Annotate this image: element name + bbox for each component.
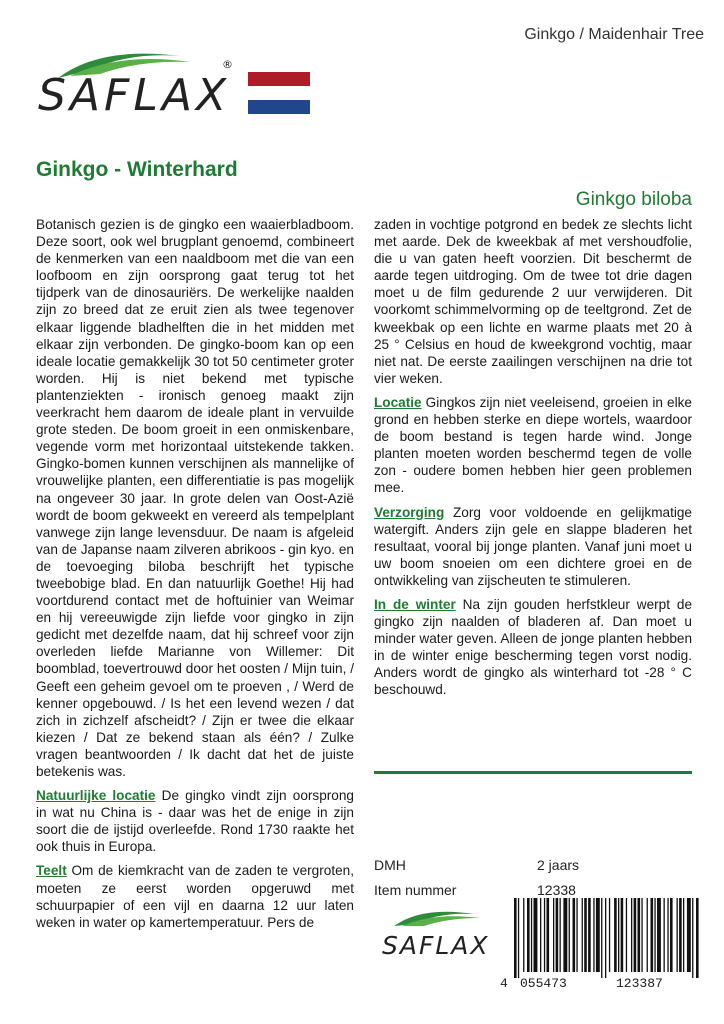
left-column [36,216,354,938]
barcode-bar [582,898,583,972]
barcode-bar [553,898,554,972]
barcode-bar [560,898,561,972]
barcode [502,898,702,994]
barcode-bar [573,898,576,972]
netherlands-flag-icon [248,72,310,114]
barcode-digit-first: 4 [500,976,508,991]
cultivation-continued: zaden in vochtige potgrond en bedek ze slechts licht met aarde. Dek de kweekbak af met vershoudfolie, die u van gaten heeft voorzien. Dit beschermt de aarde tegen uitdroging. Om de twee tot drie dagen moet u de film gedurende 2 uur verwijderen. Dit voorkomt schimmelvorming op de teeltgrond. Zet de kweekbak op een lichte en warme plaats met 20 à 25 ° Celsius en houd de kweekgrond vochtig, maar niet nat. De eerste zaailingen verschijnen na drie tot vier weken. [374,217,692,386]
barcode-bar [547,898,550,972]
barcode-bar [651,898,654,972]
intro-paragraph: Botanisch gezien is de gingko een waaierbladboom. Deze soort, ook wel brugplant genoemd, combineert de kenmerken van een naaldboom met die van een loofboom en zijn oorsprong gaat terug tot het tijdperk van de dinosauriërs. De werkelijke naalden zijn zo breed dat ze eruit zien als twee tegenover elkaar liggende bladhelften die in het midden met elkaar zijn verbonden. De gingko-boom kan op een ideale locatie gemakkelijk 30 tot 50 centimeter groter worden. Hij is niet bekend met typische plantenziekten - ironisch genoeg maakt zijn veerkracht hem daarom de ideale plant in vervuilde grote steden. De boom groeit in een onmiskenbare, vegende vorm met horizontaal uitstekende takken. Gingko-bomen kunnen verschijnen als mannelijke of vrouwelijke planten, een differentiatie is pas mogelijk na ongeveer 30 jaar. In grote delen van Oost-Azië wordt de boom gekweekt en vereerd als tempelplant vanwege zijn lange levensduur. De naam is afgeleid van de Japanse naam zilveren abrikoos - gin kyo. en de toevoeging biloba beschrijft het typische tweebobige blad. En dan natuurlijk Goethe! Hij had voortdurend contact met de hoftuinier van Weimar en hij vereeuwigde zijn liefde voor gingko in zijn gedicht met dezelfde naam, dat hij schreef voor zijn overleden liefde Marianne von Willemer: Dit boomblad, toevertrouwd door het oosten / Mijn tuin, / Geeft een geheim gevoel om te proeven , / Werd de kenner opgebouwd. / Is het een levend wezen / dat zich in zichzelf afscheidt? / Zijn er twee die elkaar kiezen / Dat ze bekend staan als één? / Zulke vragen beantwoorden / Ik dacht dat het de juiste betekenis was. [36,217,354,779]
care-text: Zorg voor voldoende en gelijkmatige watergift. Anders zijn gele en slappe bladeren het resultaat, vooral bij jonge planten. Vanaf juni moet u uw boom snoeien om een dichtere groei en de ontwikkeling van zijscheuten te stimuleren. [374,504,692,588]
barcode-bar [514,898,517,978]
care-paragraph [374,504,692,589]
location-text: Gingkos zijn niet veeleisend, groeien in elke grond en hebben sterke en diepe wortels, waardoor de boom bestand is tegen harde wind. Jonge planten moeten worden beschermd tegen de volle zon - oudere bomen hebben hier geen problemen mee. [374,394,692,496]
page-title: Ginkgo - Winterhard [36,158,238,181]
barcode-bar [641,898,642,972]
barcode-bar [596,898,600,972]
saflax-small-logo [378,904,498,966]
barcode-bar [638,898,641,972]
barcode-bar [626,898,627,972]
barcode-bar [631,898,632,972]
barcode-group-2: 123387 [616,976,663,991]
barcode-bar [593,898,594,972]
species-name: Ginkgo biloba [575,189,692,210]
divider [374,771,692,774]
natural-location-paragraph [36,787,354,855]
barcode-bar [692,898,693,978]
barcode-bar [618,898,619,972]
barcode-bar [667,898,668,972]
barcode-bar [664,898,665,972]
barcode-bar [657,898,661,972]
barcode-bar [679,898,682,972]
saflax-logo [30,38,250,128]
winter-text: Na zijn gouden herfstkleur werpt de gingko zijn naalden of bladeren af. Dan moet u minder water geven. Alleen de jonge planten hebben in de winter enige bescherming tegen vorst nodig. Anders wordt de gingko als winterhard tot -28 ° C beschouwd. [374,596,693,698]
barcode-bar [696,898,699,978]
barcode-bar [540,898,541,972]
barcode-bar [569,898,570,972]
barcode-bar [518,898,519,978]
barcode-bar [670,898,673,972]
product-title: Ginkgo / Maidenhair Tree [524,26,704,43]
care-heading: Verzorging [374,504,445,520]
svg-text:SAFLAX: SAFLAX [382,931,490,960]
barcode-bar [609,898,610,972]
winter-paragraph [374,596,692,699]
cultivation-heading: Teelt [36,863,67,879]
barcode-bar [523,898,524,972]
barcode-bar [584,898,587,972]
natural-location-text: De gingko vindt zijn oorsprong in wat nu China is - daar was het de enige in zijn soort die de ijstijd overleefde. Rond 1730 raakte het ook thuis in Europa. [36,788,354,855]
barcode-bar [527,898,530,972]
barcode-bar [605,898,606,978]
cultivation-text: Om de kiemkracht van de zaden te vergroten, moeten ze eerst worden opgeruwd met schuurpapier of een vijl en daarna 12 uur laten weken in water op kamertemperatuur. Pers de [36,863,354,930]
barcode-bar [556,898,559,972]
right-column [374,216,692,706]
barcode-bar [601,898,602,978]
winter-heading: In de winter [374,596,456,612]
barcode-group-1: 055473 [520,976,567,991]
barcode-bar [531,898,532,972]
barcode-bar [544,898,545,972]
barcode-bar [677,898,678,972]
barcode-bar [588,898,591,972]
svg-text:SAFLAX: SAFLAX [38,70,231,121]
barcode-bar [683,898,684,972]
barcode-bar [634,898,637,972]
barcode-bars [502,898,702,978]
barcode-bar [687,898,691,972]
dmh-value: 2 jaars [537,857,580,873]
barcode-bar [563,898,567,972]
cultivation-paragraph [36,862,354,930]
item-number-value: 12338 [537,882,576,898]
barcode-bar [614,898,617,972]
natural-location-heading: Natuurlijke locatie [36,788,156,804]
location-paragraph [374,394,692,497]
dmh-label: DMH [374,857,406,873]
item-number-label: Item nummer [374,882,457,898]
barcode-bar [576,898,577,972]
barcode-bar [621,898,624,972]
barcode-bar [647,898,648,972]
barcode-bar [534,898,538,972]
svg-text:®: ® [222,58,233,71]
location-heading: Locatie [374,394,422,410]
barcode-bar [654,898,655,972]
